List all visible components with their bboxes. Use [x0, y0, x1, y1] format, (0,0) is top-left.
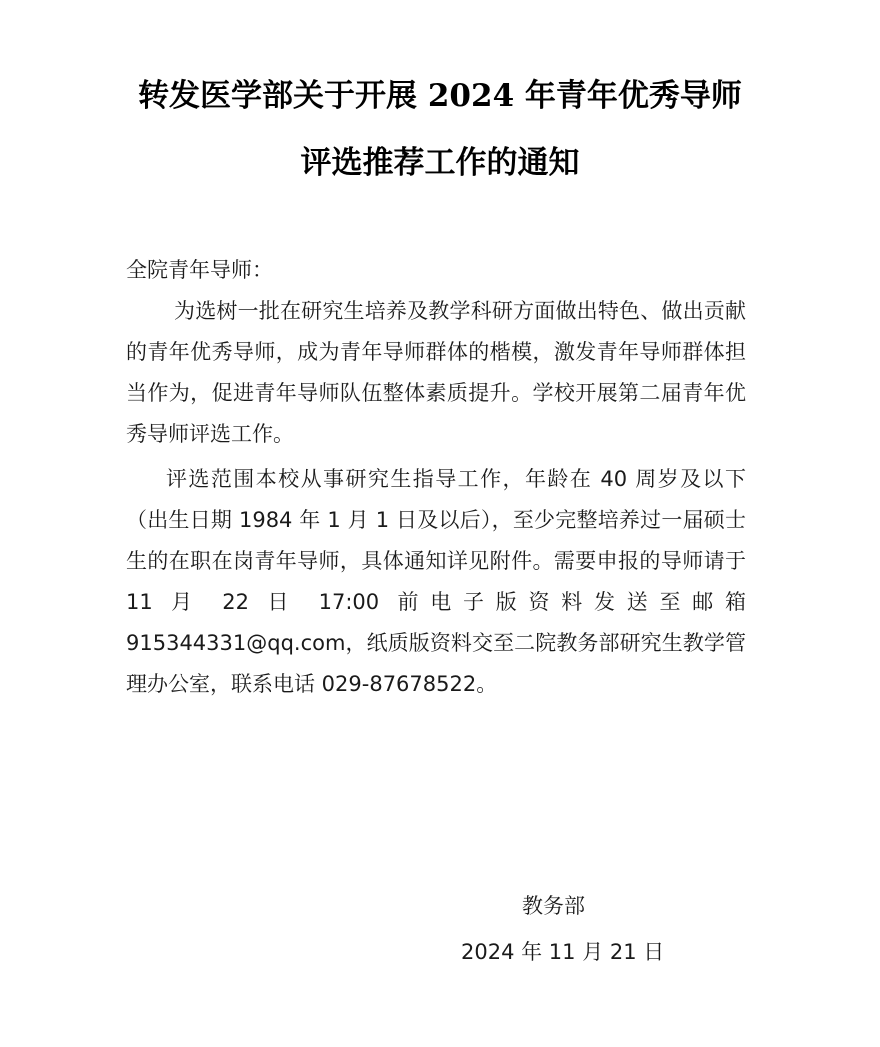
document-title-line-2: 评选推荐工作的通知 — [300, 145, 580, 181]
signature-department: 教务部 — [522, 894, 585, 918]
salutation: 全院青年导师： — [126, 258, 273, 282]
document-title-line-1: 转发医学部关于开展 2024 年青年优秀导师 — [138, 78, 742, 114]
paragraph-scope-and-submission: 评选范围本校从事研究生指导工作，年龄在 40 周岁及以下（出生日期 1984 年 1 月 1 日及以后），至少完整培养过一届硕士生的在职在岗青年导师，具体通知详见附件。需要申报的导师请于 11 月 22 日 17:00 前电子版资料发送至邮箱 915344331@qq.com，纸质版资料交至二院教务部研究生教学管理办公室，联系电话 029-87678522。 — [126, 467, 746, 696]
signature-date: 2024 年 11 月 21 日 — [461, 940, 665, 964]
paragraph-purpose: 为选树一批在研究生培养及教学科研方面做出特色、做出贡献的青年优秀导师，成为青年导师群体的楷模，激发青年导师群体担当作为，促进青年导师队伍整体素质提升。学校开展第二届青年优秀导师评选工作。 — [126, 299, 746, 446]
